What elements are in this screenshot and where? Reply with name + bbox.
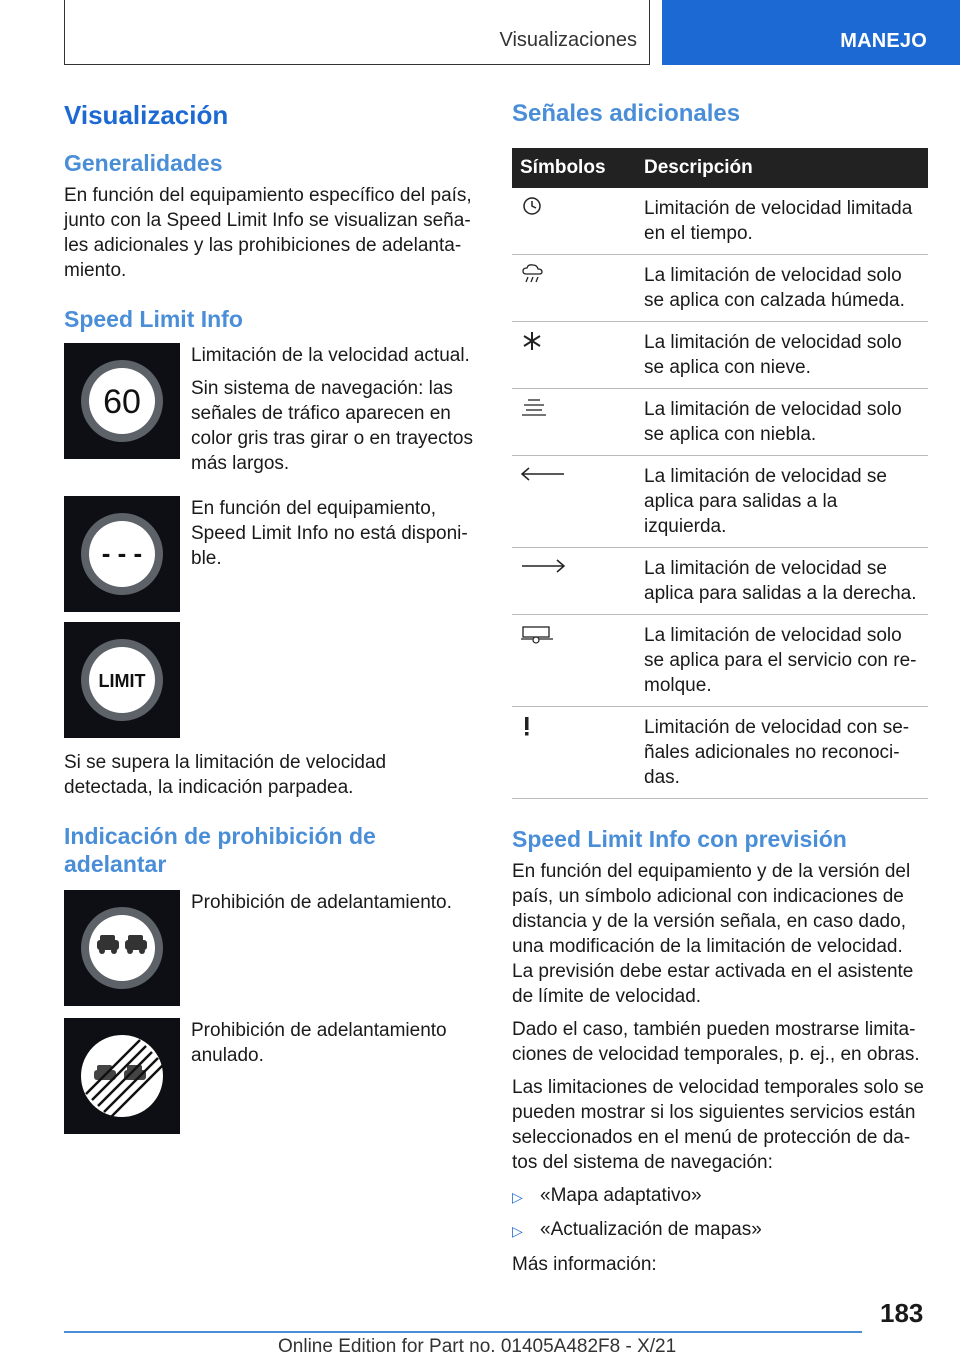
sign-60-label: 60 xyxy=(103,383,141,421)
sign1-text-2: Sin sistema de navegación: las señales de tráfico aparecen en color gris tras girar o en trayectos más largos. xyxy=(191,378,473,474)
speed-exceeded-text: Si se supera la limitación de velocidad detectada, la indicación parpadea. xyxy=(64,752,387,798)
speed-sign-row-3 xyxy=(64,622,480,738)
prevision-text-3: Las limitaciones de velocidad temporales solo se pueden mostrar si los siguientes servicios están seleccionados en el menú de protección de datos del sistema de navegación: xyxy=(512,1077,924,1173)
footer-edition: Online Edition for Part no. 01405A482F8 - X/21 xyxy=(278,1336,677,1357)
limit-sign xyxy=(64,622,180,738)
table-row xyxy=(512,188,928,255)
page-number: 183 xyxy=(880,1298,924,1328)
speed-sign-row-1 xyxy=(64,343,480,484)
generalidades-text: En función del equipamiento específico del país, junto con la Speed Limit Info se visualizan señales adicionales y las prohibiciones de adelantamiento. xyxy=(64,185,472,281)
overtaking-row-2 xyxy=(64,1018,480,1134)
row-text: Limitación de velocidad limitada en el tiempo. xyxy=(640,188,928,255)
no-overtaking-text: Prohibición de adelantamiento. xyxy=(191,892,452,913)
sign-dashes-label: - - - xyxy=(101,538,143,568)
exclamation-icon xyxy=(520,721,534,742)
row-text: La limitación de velocidad se aplica para salidas a la izquierda. xyxy=(640,456,928,548)
table-row xyxy=(512,255,928,322)
trailer-icon xyxy=(520,629,554,650)
sign1-text-1: Limitación de la velocidad actual. xyxy=(191,345,470,366)
chapter-tab[interactable] xyxy=(662,0,960,65)
services-list xyxy=(512,1183,928,1244)
prevision-text-1: En función del equipamiento y de la versión del país, un símbolo adicional con indicaciones de distancia y de la versión señala, en caso dado, una modificación de la limitación de velocidad. La previsión debe estar activada en el asistente de límite de velocidad. xyxy=(512,861,914,1007)
right-column xyxy=(512,100,928,1285)
prevision-text-2: Dado el caso, también pueden mostrarse limitaciones de velocidad temporales, p. ej., en obras. xyxy=(512,1019,920,1065)
table-row xyxy=(512,548,928,615)
row-text: La limitación de velocidad solo se aplica para el servicio con remolque. xyxy=(640,615,928,707)
heading-overtaking: Indicación de prohibición de adelantar xyxy=(64,823,376,877)
triangle-bullet-icon: ▷ xyxy=(512,1189,523,1205)
table-row xyxy=(512,322,928,389)
row-text: Limitación de velocidad con señales adicionales no reconocidas. xyxy=(640,707,928,799)
table-header-row xyxy=(512,148,928,188)
end-no-overtaking-sign xyxy=(64,1018,180,1134)
left-column xyxy=(64,100,480,1144)
footer-divider xyxy=(64,1331,862,1333)
col-symbols: Símbolos xyxy=(512,148,640,188)
header-section-title: Visualizaciones xyxy=(499,29,637,51)
row-text: La limitación de velocidad solo se aplica con calzada húmeda. xyxy=(640,255,928,322)
heading-speed-limit-prevision: Speed Limit Info con previsión xyxy=(512,826,847,852)
symbols-table xyxy=(512,148,928,799)
heading-generalidades: Generalidades xyxy=(64,150,223,176)
sign2-text: En función del equipamiento, Speed Limit Info no está disponible. xyxy=(191,498,468,569)
overtaking-row-1 xyxy=(64,890,480,1006)
end-no-overtaking-text: Prohibición de adelantamiento anulado. xyxy=(191,1020,447,1066)
triangle-bullet-icon: ▷ xyxy=(512,1223,523,1239)
sign-limit-label: LIMIT xyxy=(98,671,146,691)
speed-limit-60-sign xyxy=(64,343,180,459)
col-description: Descripción xyxy=(640,148,928,188)
no-overtaking-sign xyxy=(64,890,180,1006)
clock-icon xyxy=(520,200,544,221)
more-info-text: Más información: xyxy=(512,1254,657,1275)
fog-icon xyxy=(520,403,548,424)
page-title: Visualización xyxy=(64,100,229,130)
snowflake-icon xyxy=(520,336,544,357)
row-text: La limitación de velocidad se aplica para salidas a la derecha. xyxy=(640,548,928,615)
heading-speed-limit-info: Speed Limit Info xyxy=(64,306,243,332)
header-box xyxy=(64,0,650,65)
arrow-right-icon xyxy=(520,560,566,581)
list-item: ▷ «Mapa adaptativo» xyxy=(512,1183,928,1210)
heading-additional-signs: Señales adicionales xyxy=(512,100,741,127)
table-row xyxy=(512,707,928,799)
table-row xyxy=(512,615,928,707)
table-row xyxy=(512,389,928,456)
speed-sign-row-2 xyxy=(64,496,480,612)
chapter-tab-label: MANEJO xyxy=(840,30,927,52)
row-text: La limitación de velocidad solo se aplica con niebla. xyxy=(640,389,928,456)
list-item: ▷ «Actualización de mapas» xyxy=(512,1217,928,1244)
speed-limit-unavailable-sign xyxy=(64,496,180,612)
arrow-left-icon xyxy=(520,468,566,489)
table-row xyxy=(512,456,928,548)
row-text: La limitación de velocidad solo se aplica con nieve. xyxy=(640,322,928,389)
rain-cloud-icon xyxy=(520,269,546,290)
